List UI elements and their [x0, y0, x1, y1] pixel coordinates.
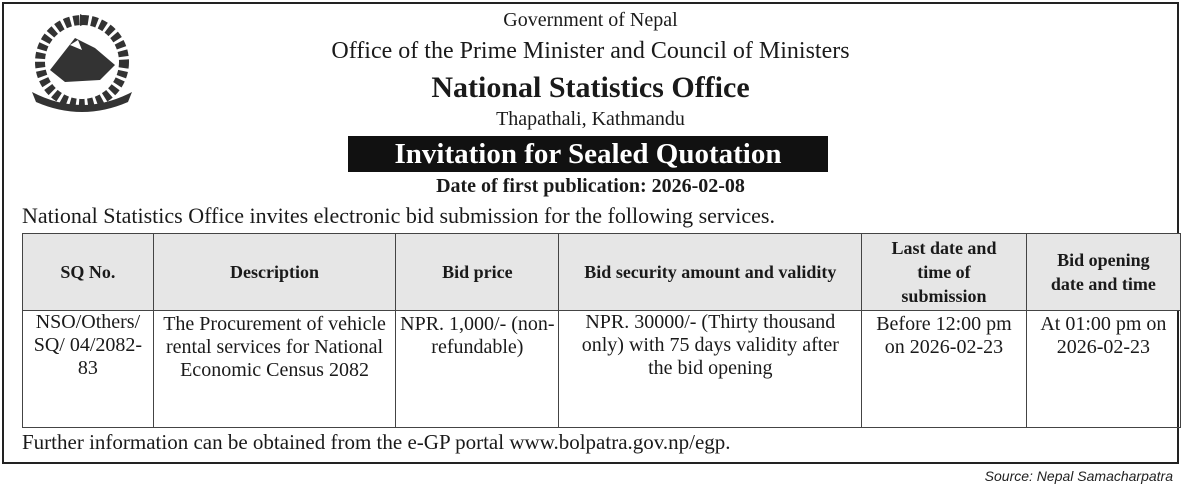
cell-sq-no: NSO/Others/ SQ/ 04/2082-83 [23, 311, 154, 428]
cell-bid-security: NPR. 30000/- (Thirty thousand only) with 75 days validity after the bid opening [559, 311, 862, 428]
notice-title: Invitation for Sealed Quotation [348, 136, 828, 172]
intro-text: National Statistics Office invites electronic bid submission for the following services. [22, 203, 775, 228]
header-description: Description [153, 234, 395, 311]
header-bid-security: Bid security amount and validity [559, 234, 862, 311]
office-address: Thapathali, Kathmandu [496, 108, 685, 130]
government-line: Government of Nepal [503, 9, 678, 31]
header-last-date: Last date and time of submission [862, 234, 1027, 311]
header-bid-opening: Bid opening date and time [1026, 234, 1180, 311]
cell-last-date: Before 12:00 pm on 2026-02-23 [862, 311, 1027, 428]
cell-description: The Procurement of vehicle rental services for National Economic Census 2082 [153, 311, 395, 428]
publication-date: Date of first publication: 2026-02-08 [436, 175, 745, 197]
table-header-row [23, 234, 1181, 311]
office-name: National Statistics Office [431, 71, 750, 104]
cell-bid-opening: At 01:00 pm on 2026-02-23 [1026, 311, 1180, 428]
quotation-table [22, 233, 1181, 428]
source-credit: Source: Nepal Samacharpatra [984, 468, 1173, 484]
ministry-line: Office of the Prime Minister and Council of Ministers [331, 38, 850, 64]
footer-text: Further information can be obtained from the e-GP portal www.bolpatra.gov.np/egp. [22, 430, 731, 454]
header-bid-price: Bid price [396, 234, 559, 311]
table-row [23, 311, 1181, 428]
header-sq-no: SQ No. [23, 234, 154, 311]
cell-bid-price: NPR. 1,000/- (non-refundable) [396, 311, 559, 428]
